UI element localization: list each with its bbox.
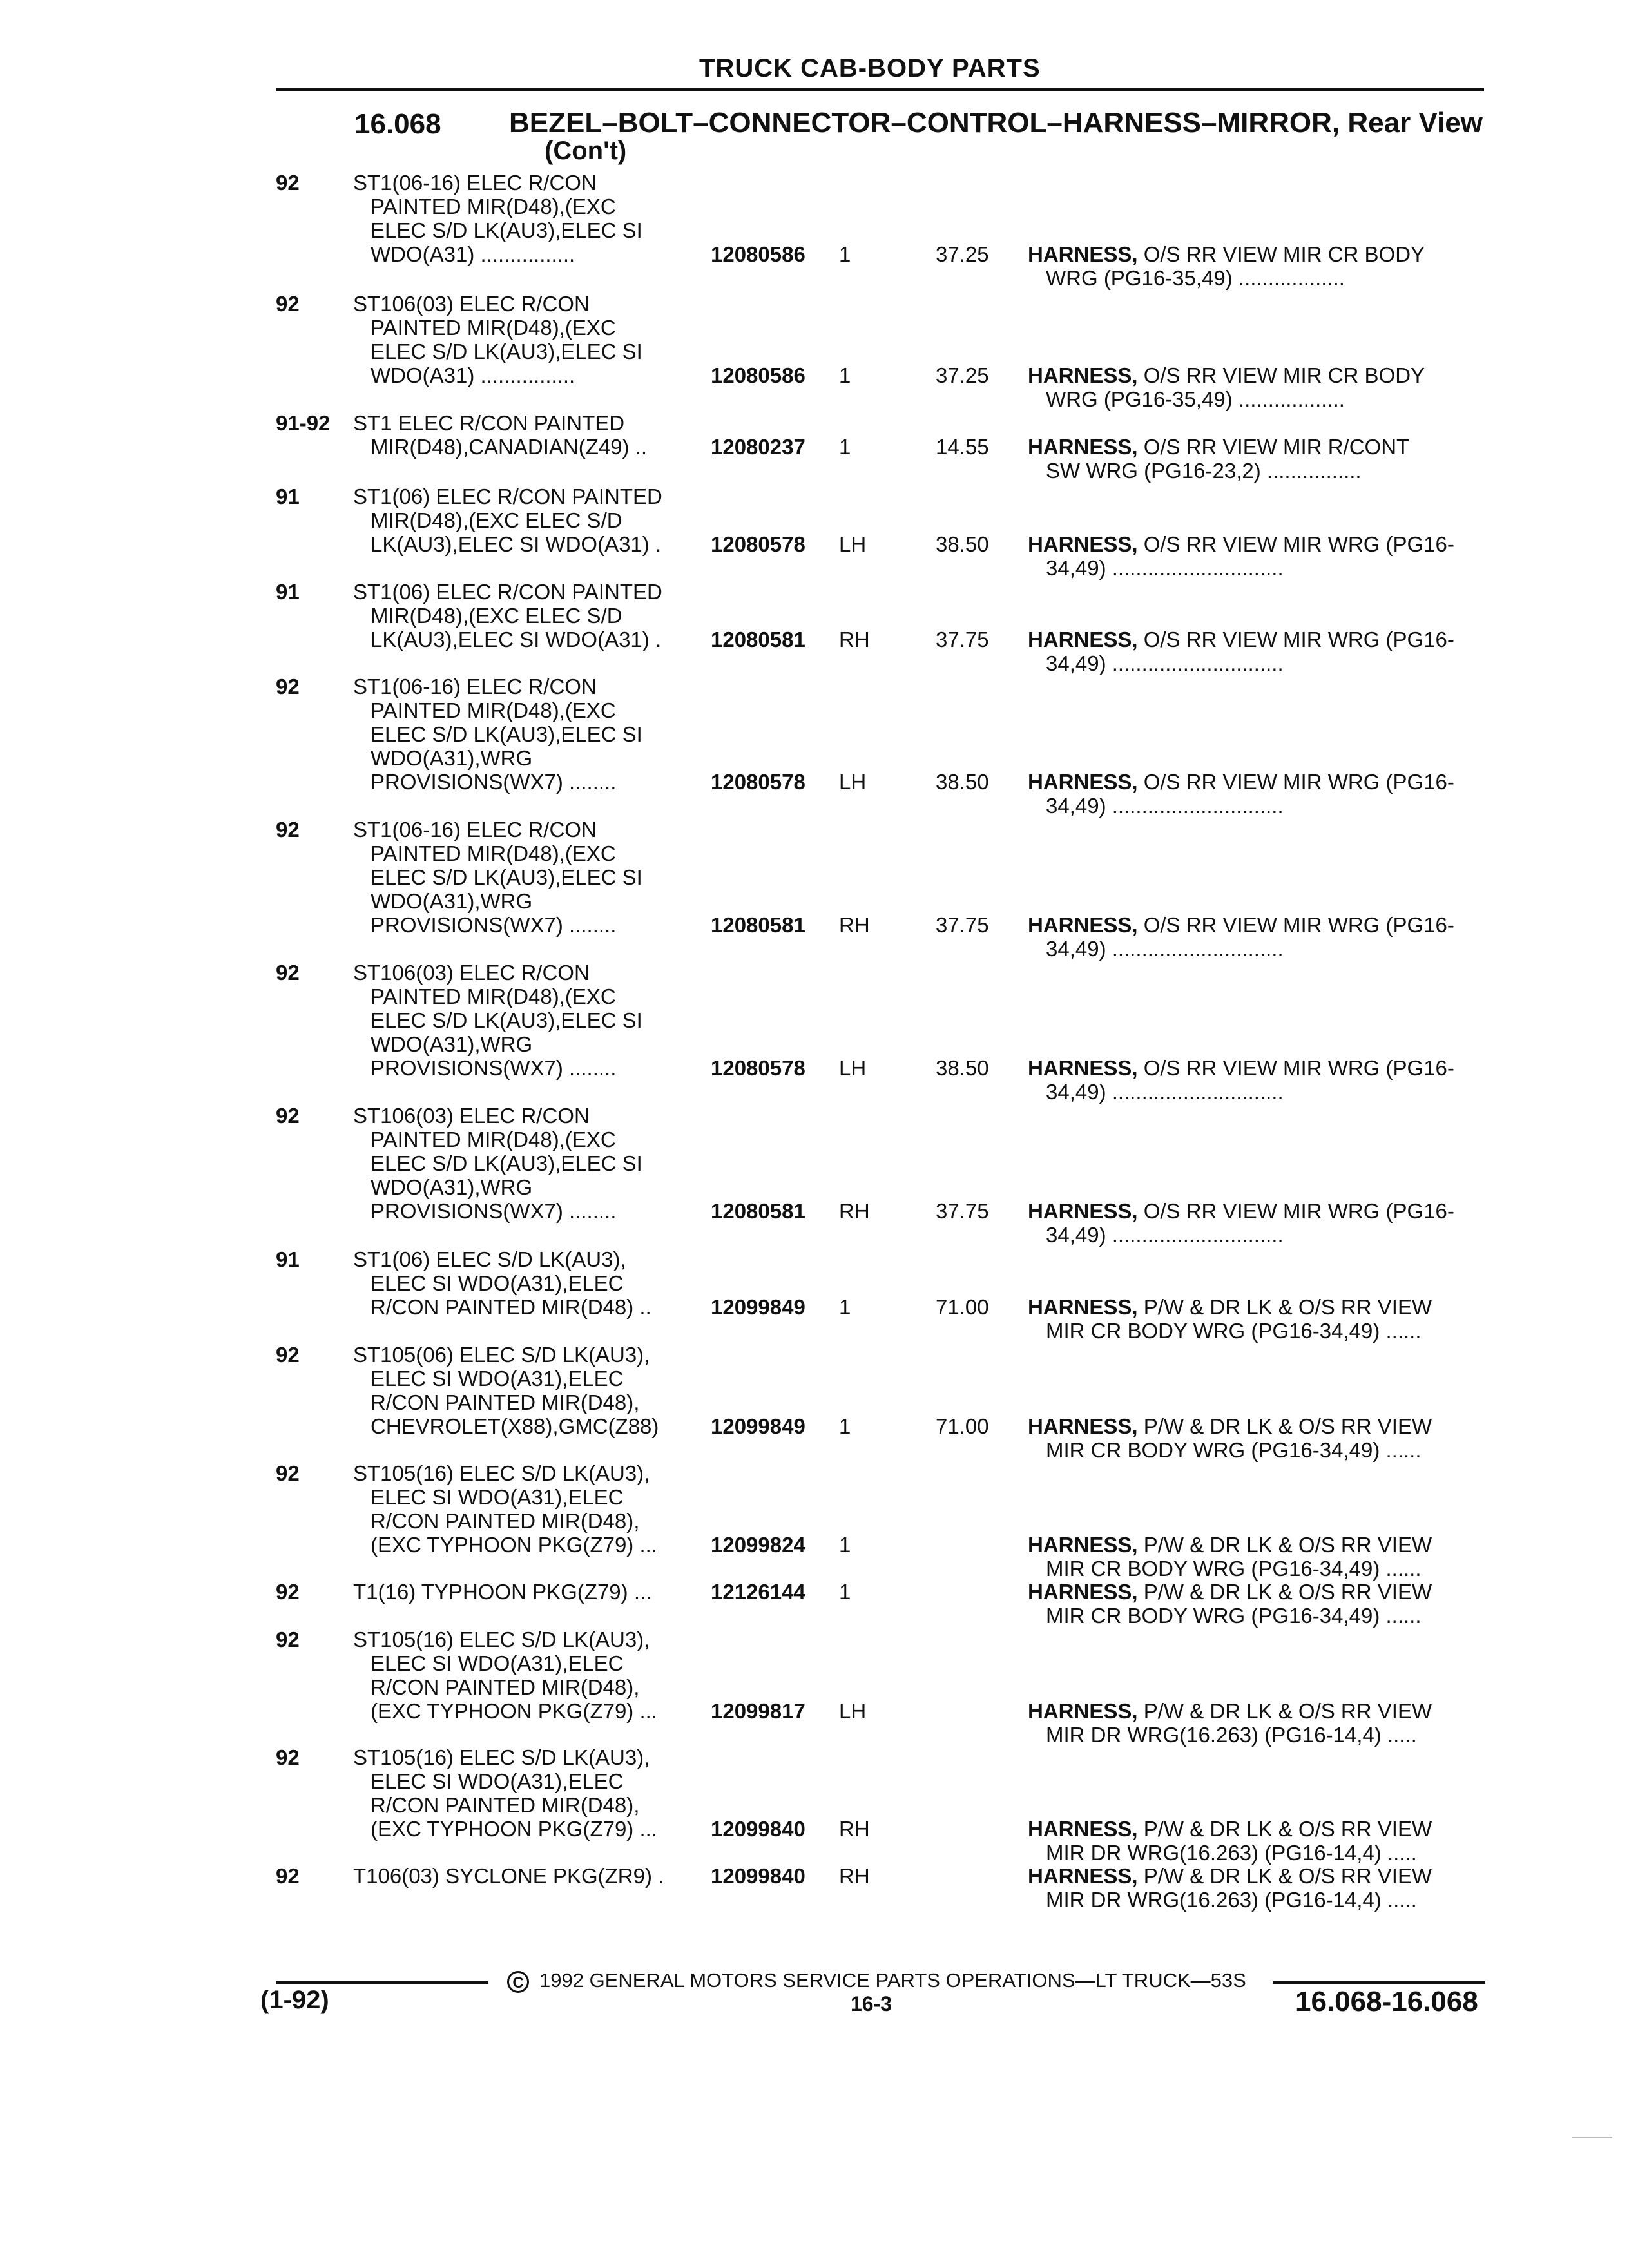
usage-description-line: R/CON PAINTED MIR(D48) .. [371, 1295, 651, 1319]
part-name-keyword: HARNESS, [1028, 1580, 1138, 1604]
usage-description-line: PROVISIONS(WX7) ........ [371, 1056, 617, 1080]
part-name-line: 34,49) ............................. [1046, 556, 1284, 580]
usage-description-line: PROVISIONS(WX7) ........ [371, 1199, 617, 1223]
price: 37.25 [936, 363, 989, 387]
usage-description-line: ST1(06) ELEC S/D LK(AU3), [353, 1247, 626, 1271]
usage-description-line: WDO(A31),WRG [371, 1175, 533, 1199]
usage-description [353, 1104, 701, 1223]
usage-description-line: MIR(D48),(EXC ELEC S/D [371, 508, 622, 532]
part-name [1028, 1699, 1492, 1747]
usage-description [353, 171, 701, 266]
usage-description [353, 411, 701, 459]
quantity: 1 [839, 1580, 851, 1604]
model-year: 91 [276, 580, 300, 604]
usage-description-line: PAINTED MIR(D48),(EXC [371, 316, 616, 340]
part-name-line: 34,49) ............................. [1046, 1223, 1284, 1247]
part-name-line: HARNESS, P/W & DR LK & O/S RR VIEW [1028, 1864, 1432, 1888]
part-number: 12099824 [711, 1533, 805, 1557]
part-number: 12099849 [711, 1295, 805, 1319]
scan-mark [1572, 2137, 1612, 2138]
part-name-line: HARNESS, O/S RR VIEW MIR WRG (PG16- [1028, 1199, 1454, 1223]
usage-description [353, 1628, 701, 1723]
part-name-line: HARNESS, P/W & DR LK & O/S RR VIEW [1028, 1533, 1432, 1557]
usage-description-line: ST105(16) ELEC S/D LK(AU3), [353, 1745, 650, 1769]
part-number: 12080581 [711, 913, 805, 937]
usage-description-line: R/CON PAINTED MIR(D48), [371, 1793, 640, 1817]
usage-description-line: ELEC SI WDO(A31),ELEC [371, 1367, 624, 1390]
part-name-line: MIR DR WRG(16.263) (PG16-14,4) ..... [1046, 1888, 1417, 1912]
part-name-line: HARNESS, O/S RR VIEW MIR CR BODY [1028, 363, 1425, 387]
part-number: 12099840 [711, 1817, 805, 1841]
part-number: 12080586 [711, 242, 805, 266]
usage-description-line: ST106(03) ELEC R/CON [353, 1104, 590, 1128]
model-year: 91 [276, 485, 300, 508]
part-name-line: HARNESS, O/S RR VIEW MIR CR BODY [1028, 242, 1425, 266]
usage-description-line: ELEC SI WDO(A31),ELEC [371, 1769, 624, 1793]
part-name [1028, 363, 1492, 411]
usage-description-line: LK(AU3),ELEC SI WDO(A31) . [371, 532, 662, 556]
quantity: RH [839, 1817, 870, 1841]
price: 37.25 [936, 242, 989, 266]
part-name-line: MIR DR WRG(16.263) (PG16-14,4) ..... [1046, 1841, 1417, 1865]
price: 37.75 [936, 1199, 989, 1223]
part-name [1028, 435, 1492, 483]
price: 14.55 [936, 435, 989, 459]
usage-description-line: (EXC TYPHOON PKG(Z79) ... [371, 1533, 657, 1557]
part-number: 12080578 [711, 770, 805, 794]
usage-description-line: WDO(A31) ................ [371, 363, 575, 387]
model-year: 92 [276, 171, 300, 195]
part-name [1028, 1414, 1492, 1462]
usage-description-line: ST1(06-16) ELEC R/CON [353, 171, 597, 195]
quantity: 1 [839, 1414, 851, 1438]
usage-description-line: (EXC TYPHOON PKG(Z79) ... [371, 1699, 657, 1723]
part-number: 12126144 [711, 1580, 805, 1604]
part-name [1028, 1533, 1492, 1581]
model-year: 91 [276, 1247, 300, 1271]
part-name-line: WRG (PG16-35,49) .................. [1046, 266, 1345, 290]
usage-description-line: R/CON PAINTED MIR(D48), [371, 1390, 640, 1414]
footer-rule-left [276, 1981, 488, 1984]
usage-description [353, 1247, 701, 1319]
part-name-keyword: HARNESS, [1028, 1414, 1138, 1438]
usage-description-line: ELEC S/D LK(AU3),ELEC SI [371, 865, 642, 889]
part-name-line: HARNESS, P/W & DR LK & O/S RR VIEW [1028, 1580, 1432, 1604]
usage-description-line: ST105(16) ELEC S/D LK(AU3), [353, 1628, 650, 1651]
usage-description-line: PAINTED MIR(D48),(EXC [371, 985, 616, 1008]
price: 38.50 [936, 770, 989, 794]
page-title: TRUCK CAB-BODY PARTS [699, 54, 1041, 82]
usage-description-line: MIR(D48),CANADIAN(Z49) .. [371, 435, 648, 459]
part-name-keyword: HARNESS, [1028, 628, 1138, 651]
model-year: 92 [276, 961, 300, 985]
part-name-line: MIR CR BODY WRG (PG16-34,49) ...... [1046, 1438, 1422, 1462]
part-name-line: 34,49) ............................. [1046, 937, 1284, 961]
part-name-line: 34,49) ............................. [1046, 794, 1284, 818]
usage-description-line: ST1 ELEC R/CON PAINTED [353, 411, 625, 435]
part-name-keyword: HARNESS, [1028, 1533, 1138, 1557]
usage-description [353, 1745, 701, 1841]
part-number: 12099849 [711, 1414, 805, 1438]
part-name [1028, 1817, 1492, 1865]
price: 38.50 [936, 1056, 989, 1080]
quantity: 1 [839, 1295, 851, 1319]
model-year: 92 [276, 1745, 300, 1769]
part-name-keyword: HARNESS, [1028, 363, 1138, 387]
usage-description [353, 1343, 701, 1438]
part-name-line: 34,49) ............................. [1046, 651, 1284, 675]
quantity: LH [839, 532, 867, 556]
footer-section-range: 16.068-16.068 [1295, 1986, 1478, 2017]
usage-description-line: PAINTED MIR(D48),(EXC [371, 841, 616, 865]
model-year: 92 [276, 1628, 300, 1651]
part-name [1028, 242, 1492, 290]
part-name [1028, 1864, 1492, 1912]
part-number: 12080237 [711, 435, 805, 459]
part-name-line: HARNESS, O/S RR VIEW MIR WRG (PG16- [1028, 770, 1454, 794]
part-name-keyword: HARNESS, [1028, 1864, 1138, 1888]
footer-rule-right [1273, 1981, 1485, 1984]
part-name-line: MIR CR BODY WRG (PG16-34,49) ...... [1046, 1557, 1422, 1581]
quantity: RH [839, 913, 870, 937]
price: 71.00 [936, 1295, 989, 1319]
usage-description-line: (EXC TYPHOON PKG(Z79) ... [371, 1817, 657, 1841]
usage-description-line: PAINTED MIR(D48),(EXC [371, 195, 616, 218]
model-year: 91-92 [276, 411, 331, 435]
usage-description-line: ELEC SI WDO(A31),ELEC [371, 1651, 624, 1675]
price: 71.00 [936, 1414, 989, 1438]
part-name-keyword: HARNESS, [1028, 770, 1138, 794]
model-year: 92 [276, 1580, 300, 1604]
part-name-line: HARNESS, P/W & DR LK & O/S RR VIEW [1028, 1295, 1432, 1319]
part-number: 12080578 [711, 1056, 805, 1080]
part-name [1028, 770, 1492, 818]
usage-description-line: PROVISIONS(WX7) ........ [371, 913, 617, 937]
quantity: LH [839, 1699, 867, 1723]
part-name-keyword: HARNESS, [1028, 1199, 1138, 1223]
usage-description-line: ST1(06) ELEC R/CON PAINTED [353, 580, 662, 604]
usage-description-line: CHEVROLET(X88),GMC(Z88) [371, 1414, 659, 1438]
part-number: 12080586 [711, 363, 805, 387]
part-number: 12080578 [711, 532, 805, 556]
usage-description-line: ELEC S/D LK(AU3),ELEC SI [371, 1008, 642, 1032]
part-number: 12080581 [711, 1199, 805, 1223]
copyright-icon: C [507, 1971, 529, 1993]
usage-description-line: WDO(A31),WRG [371, 1032, 533, 1056]
usage-description-line: PROVISIONS(WX7) ........ [371, 770, 617, 794]
part-name-keyword: HARNESS, [1028, 1295, 1138, 1319]
part-name-line: HARNESS, P/W & DR LK & O/S RR VIEW [1028, 1699, 1432, 1723]
copyright-text: 1992 GENERAL MOTORS SERVICE PARTS OPERATIONS—LT TRUCK—53S [539, 1969, 1246, 1992]
usage-description-line: ST105(16) ELEC S/D LK(AU3), [353, 1461, 650, 1485]
usage-description-line: ST1(06) ELEC R/CON PAINTED [353, 485, 662, 508]
usage-description-line: LK(AU3),ELEC SI WDO(A31) . [371, 628, 662, 651]
price: 37.75 [936, 628, 989, 651]
section-number: 16.068 [354, 108, 441, 140]
part-name-line: HARNESS, O/S RR VIEW MIR WRG (PG16- [1028, 1056, 1454, 1080]
part-name [1028, 913, 1492, 961]
quantity: RH [839, 1199, 870, 1223]
part-name [1028, 1199, 1492, 1247]
usage-description-line: ST105(06) ELEC S/D LK(AU3), [353, 1343, 650, 1367]
usage-description [353, 292, 701, 387]
usage-description-line: PAINTED MIR(D48),(EXC [371, 1128, 616, 1151]
quantity: 1 [839, 363, 851, 387]
model-year: 92 [276, 1864, 300, 1888]
usage-description-line: WDO(A31),WRG [371, 746, 533, 770]
usage-description [353, 1580, 701, 1604]
part-name-keyword: HARNESS, [1028, 532, 1138, 556]
part-name-keyword: HARNESS, [1028, 1817, 1138, 1841]
quantity: LH [839, 1056, 867, 1080]
part-name-line: HARNESS, P/W & DR LK & O/S RR VIEW [1028, 1817, 1432, 1841]
quantity: LH [839, 770, 867, 794]
part-name-line: MIR CR BODY WRG (PG16-34,49) ...... [1046, 1319, 1422, 1343]
model-year: 92 [276, 1104, 300, 1128]
model-year: 92 [276, 1343, 300, 1367]
part-name-line: SW WRG (PG16-23,2) ................ [1046, 459, 1362, 483]
usage-description-line: R/CON PAINTED MIR(D48), [371, 1509, 640, 1533]
usage-description [353, 818, 701, 937]
usage-description-line: ELEC SI WDO(A31),ELEC [371, 1485, 624, 1509]
usage-description-line: T106(03) SYCLONE PKG(ZR9) . [353, 1864, 664, 1888]
model-year: 92 [276, 818, 300, 841]
part-name-line: MIR DR WRG(16.263) (PG16-14,4) ..... [1046, 1723, 1417, 1747]
usage-description-line: ELEC S/D LK(AU3),ELEC SI [371, 340, 642, 363]
usage-description-line: T1(16) TYPHOON PKG(Z79) ... [353, 1580, 652, 1604]
quantity: RH [839, 1864, 870, 1888]
usage-description-line: ELEC S/D LK(AU3),ELEC SI [371, 218, 642, 242]
price: 38.50 [936, 532, 989, 556]
usage-description [353, 485, 701, 556]
part-name-line: HARNESS, P/W & DR LK & O/S RR VIEW [1028, 1414, 1432, 1438]
model-year: 92 [276, 675, 300, 698]
usage-description-line: R/CON PAINTED MIR(D48), [371, 1675, 640, 1699]
part-name-keyword: HARNESS, [1028, 1056, 1138, 1080]
part-name-line: HARNESS, O/S RR VIEW MIR WRG (PG16- [1028, 532, 1454, 556]
part-name [1028, 1580, 1492, 1628]
part-name-line: HARNESS, O/S RR VIEW MIR R/CONT [1028, 435, 1410, 459]
usage-description-line: MIR(D48),(EXC ELEC S/D [371, 604, 622, 628]
usage-description-line: ELEC S/D LK(AU3),ELEC SI [371, 722, 642, 746]
part-name [1028, 532, 1492, 580]
usage-description-line: PAINTED MIR(D48),(EXC [371, 698, 616, 722]
quantity: 1 [839, 1533, 851, 1557]
part-name-line: 34,49) ............................. [1046, 1080, 1284, 1104]
part-name [1028, 628, 1492, 675]
usage-description [353, 961, 701, 1080]
part-number: 12099840 [711, 1864, 805, 1888]
usage-description [353, 580, 701, 651]
quantity: 1 [839, 435, 851, 459]
part-name [1028, 1295, 1492, 1343]
usage-description-line: WDO(A31),WRG [371, 889, 533, 913]
part-name-line: MIR CR BODY WRG (PG16-34,49) ...... [1046, 1604, 1422, 1628]
model-year: 92 [276, 1461, 300, 1485]
price: 37.75 [936, 913, 989, 937]
section-continued: (Con't) [545, 137, 627, 165]
part-name-line: HARNESS, O/S RR VIEW MIR WRG (PG16- [1028, 628, 1454, 651]
part-name-keyword: HARNESS, [1028, 435, 1138, 459]
part-name-keyword: HARNESS, [1028, 913, 1138, 937]
footer-date: (1-92) [260, 1986, 329, 2014]
quantity: 1 [839, 242, 851, 266]
copyright-line [507, 1969, 1246, 1993]
usage-description-line: ELEC S/D LK(AU3),ELEC SI [371, 1151, 642, 1175]
usage-description [353, 675, 701, 794]
usage-description [353, 1461, 701, 1557]
usage-description-line: ELEC SI WDO(A31),ELEC [371, 1271, 624, 1295]
model-year: 92 [276, 292, 300, 316]
footer-page-number: 16-3 [851, 1992, 892, 2015]
usage-description-line: ST1(06-16) ELEC R/CON [353, 818, 597, 841]
part-name-line: HARNESS, O/S RR VIEW MIR WRG (PG16- [1028, 913, 1454, 937]
usage-description-line: ST1(06-16) ELEC R/CON [353, 675, 597, 698]
usage-description-line: WDO(A31) ................ [371, 242, 575, 266]
part-name-line: WRG (PG16-35,49) .................. [1046, 387, 1345, 411]
usage-description-line: ST106(03) ELEC R/CON [353, 292, 590, 316]
part-number: 12099817 [711, 1699, 805, 1723]
part-number: 12080581 [711, 628, 805, 651]
usage-description-line: ST106(03) ELEC R/CON [353, 961, 590, 985]
part-name [1028, 1056, 1492, 1104]
section-title: BEZEL–BOLT–CONNECTOR–CONTROL–HARNESS–MIRROR, Rear View [509, 107, 1483, 139]
part-name-keyword: HARNESS, [1028, 1699, 1138, 1723]
usage-description [353, 1864, 701, 1888]
part-name-keyword: HARNESS, [1028, 242, 1138, 266]
quantity: RH [839, 628, 870, 651]
